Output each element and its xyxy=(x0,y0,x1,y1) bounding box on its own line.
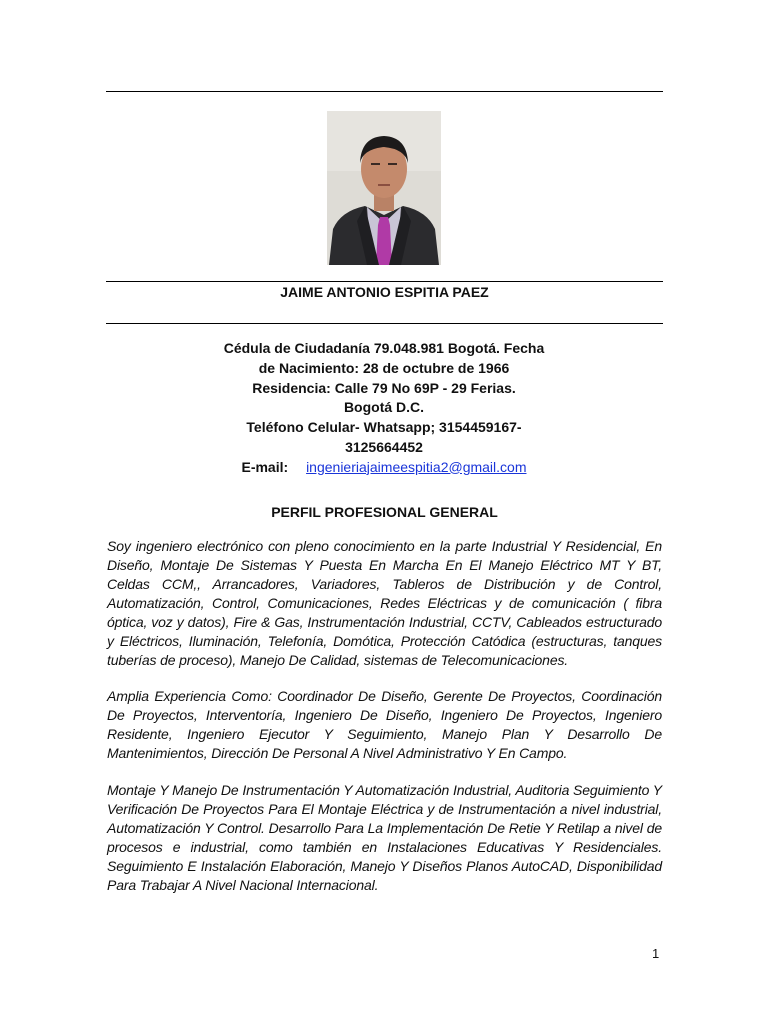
candidate-name: JAIME ANTONIO ESPITIA PAEZ xyxy=(280,284,489,300)
contact-line-id: Cédula de Ciudadanía 79.048.981 Bogotá. Fecha xyxy=(223,340,545,356)
page-number: 1 xyxy=(652,946,660,961)
person-portrait-icon xyxy=(327,111,441,265)
profile-section-title: PERFIL PROFESIONAL GENERAL xyxy=(271,504,498,520)
profile-paragraph: Montaje Y Manejo De Instrumentación Y Automatización Industrial, Auditoria Seguimiento Y Verificación De Proyectos Para El Montaje Eléctrica y de Instrumentación a nivel industrial, Automatización Y Control. Desarrollo Para La Implementación De Retie Y Retilap a nivel de procesos e industrial, como también en Instalaciones Educativas Y Residenciales. Seguimiento E Instalación Elaboración, Manejo Y Diseños Planos AutoCAD, Disponibilidad Para Trabajar A Nivel Nacional Internacional. xyxy=(107,782,662,893)
email-row xyxy=(220,458,548,478)
profile-photo xyxy=(327,111,441,265)
email-link[interactable]: ingenieriajaimeespitia2@gmail.com xyxy=(306,458,527,475)
email-label: E-mail: xyxy=(241,458,289,475)
name-bottom-rule xyxy=(106,323,663,324)
contact-line-residence: Residencia: Calle 79 No 69P - 29 Ferias. xyxy=(252,379,516,396)
contact-line-birth: de Nacimiento: 28 de octubre de 1966 xyxy=(258,359,510,376)
contact-line-phone-2: 3125664452 xyxy=(345,438,423,455)
contact-line-phone: Teléfono Celular- Whatsapp; 3154459167- xyxy=(246,419,522,436)
top-rule xyxy=(106,91,663,92)
profile-paragraph: Soy ingeniero electrónico con pleno conocimiento en la parte Industrial Y Residencial, En Diseño, Montaje De Sistemas Y Puesta En Marcha En El Manejo Eléctrico MT Y BT, Celdas CCM,, Arrancadores, Variadores, Tableros de Distribución y de Control, Automatización, Control, Comunicaciones, Redes Eléctricas y de comunicación ( fibra óptica, voz y datos), Fire & Gas, Instrumentación Industrial, CCTV, Cableados estructurado y Eléctricos, Iluminación, Telefonía, Domótica, Protección Catódica (estructuras, tanques tuberías de proceso), Manejo De Calidad, sistemas de Telecomunicaciones. xyxy=(107,538,662,668)
contact-block xyxy=(220,339,548,478)
contact-line-city: Bogotá D.C. xyxy=(343,399,425,416)
name-top-rule xyxy=(106,281,663,282)
profile-paragraph: Amplia Experiencia Como: Coordinador De Diseño, Gerente De Proyectos, Coordinación De Proyectos, Interventoría, Ingeniero De Diseño, Ingeniero De Proyectos, Ingeniero Residente, Ingeniero Ejecutor Y Seguimiento, Manejo Plan Y Desarrollo De Mantenimientos, Dirección De Personal A Nivel Administrativo Y En Campo. xyxy=(107,688,662,761)
